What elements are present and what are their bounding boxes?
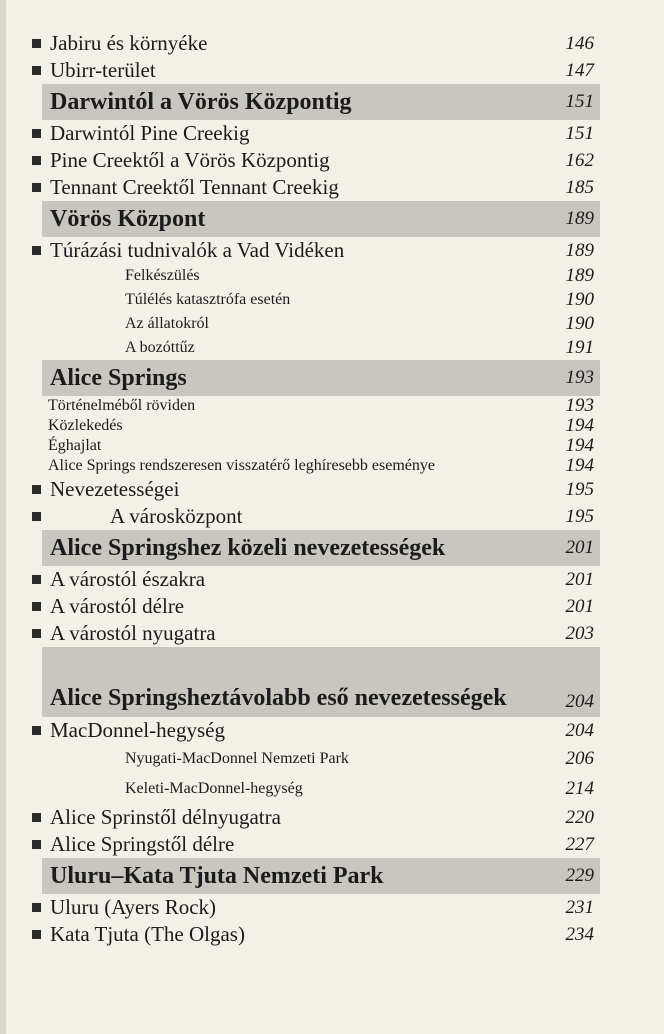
page-number: 234 <box>565 923 594 945</box>
toc-entry <box>30 831 600 858</box>
entry-title: A várostól északra <box>50 567 206 591</box>
entry-title: Alice Springs rendszeresen visszatérő leghíresebb eseménye <box>48 457 435 474</box>
toc-subentry <box>30 774 600 804</box>
page-number: 189 <box>565 239 594 261</box>
entry-title: A várostól nyugatra <box>50 621 216 645</box>
table-of-contents <box>30 30 600 948</box>
square-bullet-icon <box>32 39 41 48</box>
entry-title: Alice Sprinstől délnyugatra <box>50 805 281 829</box>
page-number: 220 <box>565 806 594 828</box>
page-number: 194 <box>565 415 594 436</box>
toc-section-heading <box>42 360 600 396</box>
page-number: 195 <box>565 505 594 527</box>
page-number: 206 <box>565 748 594 769</box>
page-number: 231 <box>565 896 594 918</box>
toc-entry <box>30 894 600 921</box>
page-number: 147 <box>565 59 594 81</box>
entry-title: Kata Tjuta (The Olgas) <box>50 922 245 946</box>
entry-title: Pine Creektől a Vörös Központig <box>50 148 330 172</box>
toc-entry <box>30 717 600 744</box>
page-number: 151 <box>565 91 594 112</box>
square-bullet-icon <box>32 840 41 849</box>
entry-title: Keleti-MacDonnel-hegység <box>125 780 303 797</box>
toc-subentry <box>30 456 600 476</box>
toc-entry <box>30 503 600 530</box>
entry-title: Közlekedés <box>48 417 123 434</box>
entry-title: Alice Springs <box>50 364 187 391</box>
entry-title: Darwintól a Vörös Központig <box>50 88 352 115</box>
toc-section-heading <box>42 530 600 566</box>
entry-title: A várostól délre <box>50 594 185 618</box>
page-number: 193 <box>565 367 594 388</box>
toc-section-heading <box>42 858 600 894</box>
entry-title: távolabb eső nevezetességek <box>221 685 507 711</box>
toc-section-heading <box>42 647 600 717</box>
page-number: 185 <box>565 176 594 198</box>
entry-title: Alice Springshez <box>50 685 222 711</box>
toc-subentry <box>30 396 600 416</box>
entry-title: Nyugati-MacDonnel Nemzeti Park <box>125 750 349 767</box>
entry-title: Ubirr-terület <box>50 58 156 82</box>
toc-subentry <box>30 312 600 336</box>
page-edge <box>0 0 6 1034</box>
page-number: 189 <box>565 208 594 229</box>
entry-title: Alice Springstől délre <box>50 832 235 856</box>
square-bullet-icon <box>32 726 41 735</box>
toc-entry <box>30 620 600 647</box>
page-number: 201 <box>565 568 594 590</box>
square-bullet-icon <box>32 66 41 75</box>
page-number: 191 <box>565 337 594 358</box>
square-bullet-icon <box>32 629 41 638</box>
entry-title: Az állatokról <box>125 315 209 332</box>
page-number: 146 <box>565 32 594 54</box>
page-number: 229 <box>565 865 594 886</box>
square-bullet-icon <box>32 903 41 912</box>
entry-title: Túrázási tudnivalók a Vad Vidéken <box>50 238 345 262</box>
page-number: 190 <box>565 289 594 310</box>
toc-subentry <box>30 288 600 312</box>
page-number: 194 <box>565 455 594 476</box>
entry-title: Jabiru és környéke <box>50 31 208 55</box>
toc-entry <box>30 921 600 948</box>
toc-entry <box>30 57 600 84</box>
entry-title: Tennant Creektől Tennant Creekig <box>50 175 339 199</box>
square-bullet-icon <box>32 246 41 255</box>
toc-entry <box>30 30 600 57</box>
entry-title: Túlélés katasztrófa esetén <box>125 291 291 308</box>
toc-section-heading <box>42 84 600 120</box>
toc-subentry <box>30 336 600 360</box>
entry-title: Vörös Központ <box>50 205 206 232</box>
toc-entry <box>30 593 600 620</box>
entry-title: Alice Springshez közeli nevezetességek <box>50 534 446 561</box>
toc-subentry <box>30 264 600 288</box>
entry-title: Felkészülés <box>125 267 200 284</box>
page-number: 194 <box>565 435 594 456</box>
page-number: 204 <box>565 719 594 741</box>
page-number: 203 <box>565 622 594 644</box>
page-number: 201 <box>565 537 594 558</box>
square-bullet-icon <box>32 485 41 494</box>
toc-entry <box>30 804 600 831</box>
page-number: 214 <box>565 778 594 799</box>
page-number: 204 <box>565 691 594 712</box>
square-bullet-icon <box>32 183 41 192</box>
square-bullet-icon <box>32 575 41 584</box>
entry-title: Uluru (Ayers Rock) <box>50 895 217 919</box>
page-number: 162 <box>565 149 594 171</box>
square-bullet-icon <box>32 129 41 138</box>
entry-title: A városközpont <box>110 504 243 528</box>
square-bullet-icon <box>32 602 41 611</box>
page-number: 227 <box>565 833 594 855</box>
toc-entry <box>30 120 600 147</box>
toc-subentry <box>30 416 600 436</box>
toc-entry <box>30 237 600 264</box>
entry-title: Darwintól Pine Creekig <box>50 121 250 145</box>
entry-title: Történelméből röviden <box>48 397 196 414</box>
page-number: 193 <box>565 395 594 416</box>
toc-subentry <box>30 744 600 774</box>
square-bullet-icon <box>32 156 41 165</box>
page-number: 189 <box>565 265 594 286</box>
square-bullet-icon <box>32 512 41 521</box>
entry-title: Éghajlat <box>48 437 102 454</box>
square-bullet-icon <box>32 930 41 939</box>
toc-entry <box>30 566 600 593</box>
page-number: 201 <box>565 595 594 617</box>
toc-entry <box>30 147 600 174</box>
toc-entry <box>30 476 600 503</box>
toc-subentry <box>30 436 600 456</box>
entry-title: MacDonnel-hegység <box>50 718 225 742</box>
entry-title: Uluru–Kata Tjuta Nemzeti Park <box>50 862 384 889</box>
toc-section-heading <box>42 201 600 237</box>
entry-title: Nevezetességei <box>50 477 180 501</box>
toc-entry <box>30 174 600 201</box>
square-bullet-icon <box>32 813 41 822</box>
page-number: 151 <box>565 122 594 144</box>
page-number: 195 <box>565 478 594 500</box>
page-number: 190 <box>565 313 594 334</box>
entry-title: A bozóttűz <box>125 339 195 356</box>
